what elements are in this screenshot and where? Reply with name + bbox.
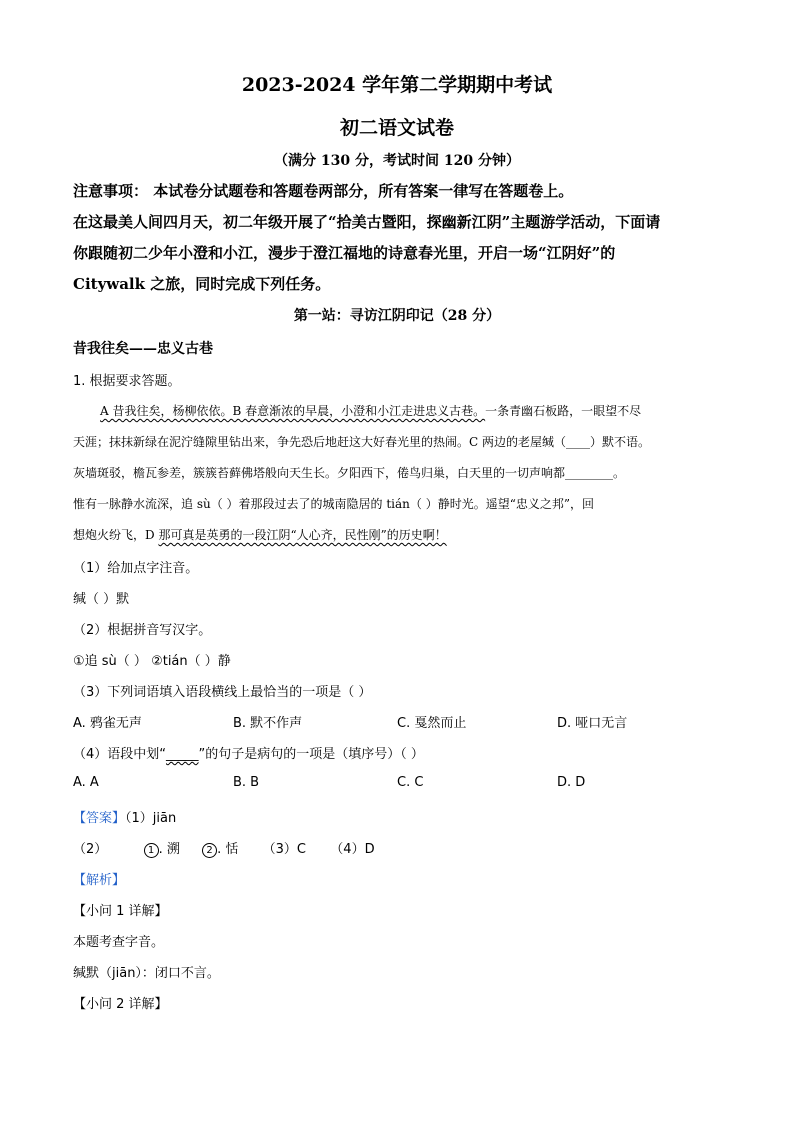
notice-line-4: Citywalk 之旅，同时完成下列任务。 [73,275,331,293]
passage-line-4: 惟有一脉静水流深，追 sù（ ）着那段过去了的城南隐居的 tián（ ）静时光。遥望“忠义之邦”，回 [73,497,594,511]
sub-question-1-item: 缄（ ）默 [73,592,130,607]
passage-line-5-start: 想炮火纷飞，D [73,528,159,542]
sub-question-2: （2）根据拼音写汉字。 [73,623,212,638]
wavy-underline-sample: _____ [166,747,199,762]
sub-question-1: （1）给加点字注音。 [73,561,199,576]
passage-line-1-rest: 一条青幽石板路，一眼望不尽 [485,404,642,418]
analysis-text-1: 本题考查字音。 [73,935,165,950]
exam-subtitle: 初二语文试卷 [339,117,454,139]
subsection-title: 昔我往矣——忠义古巷 [73,341,213,357]
question-stem: 1. 根据要求答题。 [73,374,181,389]
sub-question-2-item: ①追 sù（ ） ②tián（ ）静 [73,654,231,669]
answer-label: 【答案】 [73,811,126,826]
passage-sentence-ab: A 昔我往矣，杨柳依依。B 春意渐浓的早晨，小澄和小江走进忠义古巷。 [100,404,486,418]
answer-2-marker-2: 2 [202,843,217,858]
answer-1: （1）jiān [125,811,177,826]
analysis-label: 【解析】 [73,873,126,888]
notice-line-1: 注意事项： 本试卷分试题卷和答题卷两部分，所有答案一律写在答题卷上。 [73,182,574,200]
passage-line-3: 灰墙斑驳，檐瓦参差，簇簇苔藓佛塔般向天生长。夕阳西下，倦鸟归巢，白天里的一切声响都________。 [73,466,626,480]
answer-3: （3）C [262,842,307,857]
answer-2-marker-1: 1 [144,843,159,858]
passage-line-2: 天涯；抹抹新绿在泥泞缝隙里钻出来，争先恐后地赶这大好春光里的热闹。C 两边的老屋缄（____）默不语。 [73,435,651,449]
answer-4: （4）D [330,842,375,857]
sub-question-4-start: （4）语段中划“ [73,747,167,762]
sub-question-3: （3）下列词语填入语段横线上最恰当的一项是（ ） [73,685,372,700]
answer-2-value-2: . 恬 [217,842,239,857]
option-4b: B. B [233,775,260,790]
answer-line-2 [73,838,375,858]
exam-title: 2023-2024 学年第二学期期中考试 [241,74,553,96]
passage-sentence-d: 那可真是英勇的一段江阴“人心齐，民性刚”的历史啊！ [158,528,447,542]
sub-question-4-end: ”的句子是病句的一项是（填序号）（ ） [198,747,424,762]
section-title: 第一站：寻访江阴印记（28 分） [293,308,501,324]
analysis-text-2: 缄默（jiān）：闭口不言。 [73,966,220,981]
option-3b: B. 默不作声 [233,716,303,731]
answer-2-value-1: . 溯 [158,842,180,857]
option-3d: D. 哑口无言 [557,716,628,731]
option-4a: A. A [73,775,99,790]
analysis-detail-1: 【小问 1 详解】 [73,904,168,919]
notice-line-3: 你跟随初二少年小澄和小江，漫步于澄江福地的诗意春光里，开启一场“江阴好”的 [73,244,616,262]
notice-line-2: 在这最美人间四月天，初二年级开展了“拾美古暨阳，探幽新江阴”主题游学活动，下面请 [73,213,661,231]
answer-line [73,807,176,826]
analysis-detail-2: 【小问 2 详解】 [73,997,168,1012]
passage-line-5 [73,526,447,543]
option-4d: D. D [557,775,586,790]
score-time-note: （满分 130 分，考试时间 120 分钟） [274,153,520,169]
answer-2-prefix: （2） [73,842,108,857]
option-3a: A. 鸦雀无声 [73,716,142,731]
option-4c: C. C [397,775,424,790]
option-3c: C. 戛然而止 [397,716,467,731]
sub-question-4 [73,743,424,762]
passage-line-1 [100,402,641,419]
